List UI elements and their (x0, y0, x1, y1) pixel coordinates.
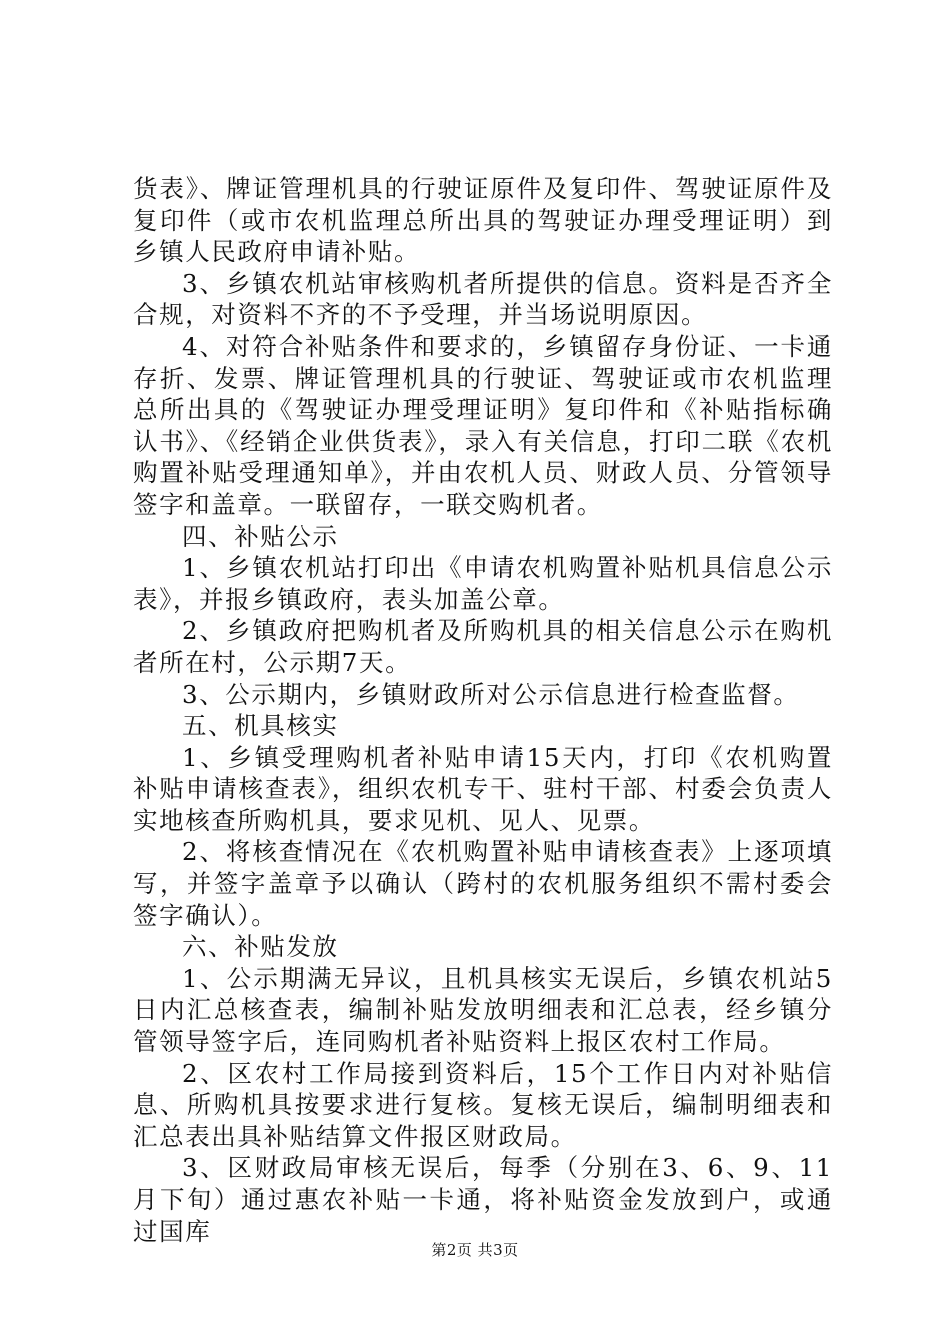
paragraph-payment-1: 1、公示期满无异议，且机具核实无误后，乡镇农机站5日内汇总核查表，编制补贴发放明细表和汇总表，经乡镇分管领导签字后，连同购机者补贴资料上报区农村工作局。 (133, 963, 833, 1057)
paragraph-payment-2: 2、区农村工作局接到资料后，15个工作日内对补贴信息、所购机具按要求进行复核。复核无误后，编制明细表和汇总表出具补贴结算文件报区财政局。 (133, 1058, 833, 1151)
paragraph-verify-1: 1、乡镇受理购机者补贴申请15天内，打印《农机购置补贴申请核查表》，组织农机专干、驻村干部、村委会负责人实地核查所购机具，要求见机、见人、见票。 (133, 742, 833, 835)
paragraph-publicity-1: 1、乡镇农机站打印出《申请农机购置补贴机具信息公示表》，并报乡镇政府，表头加盖公章。 (133, 553, 833, 614)
section-heading-5: 五、机具核实 (182, 711, 339, 741)
paragraph-publicity-3: 3、公示期内，乡镇财政所对公示信息进行检查监督。 (182, 679, 800, 709)
section-heading-6: 六、补贴发放 (182, 932, 339, 962)
paragraph-item-4: 4、对符合补贴条件和要求的，乡镇留存身份证、一卡通存折、发票、牌证管理机具的行驶证、驾驶证或市农机监理总所出具的《驾驶证办理受理证明》复印件和《补贴指标确认书》、《经销企业供货表》，录入有关信息，打印二联《农机购置补贴受理通知单》，并由农机人员、财政人员、分管领导签字和盖章。一联留存，一联交购机者。 (133, 331, 833, 519)
paragraph-continuation: 货表》、牌证管理机具的行驶证原件及复印件、驾驶证原件及复印件（或市农机监理总所出具的驾驶证办理受理证明）到乡镇人民政府申请补贴。 (133, 174, 833, 267)
section-heading-4: 四、补贴公示 (182, 521, 339, 551)
paragraph-verify-2: 2、将核查情况在《农机购置补贴申请核查表》上逐项填写，并签字盖章予以确认（跨村的农机服务组织不需村委会签字确认）。 (133, 837, 833, 930)
paragraph-publicity-2: 2、乡镇政府把购机者及所购机具的相关信息公示在购机者所在村，公示期7天。 (133, 616, 833, 677)
paragraph-item-3: 3、乡镇农机站审核购机者所提供的信息。资料是否齐全合规，对资料不齐的不予受理，并当场说明原因。 (133, 268, 833, 330)
paragraph-payment-3: 3、区财政局审核无误后，每季（分别在3、6、9、11月下旬）通过惠农补贴一卡通，将补贴资金发放到户，或通过国库 (133, 1153, 833, 1246)
document-body (133, 173, 833, 1247)
page-number-footer: 第2页 共3页 (431, 1241, 519, 1259)
